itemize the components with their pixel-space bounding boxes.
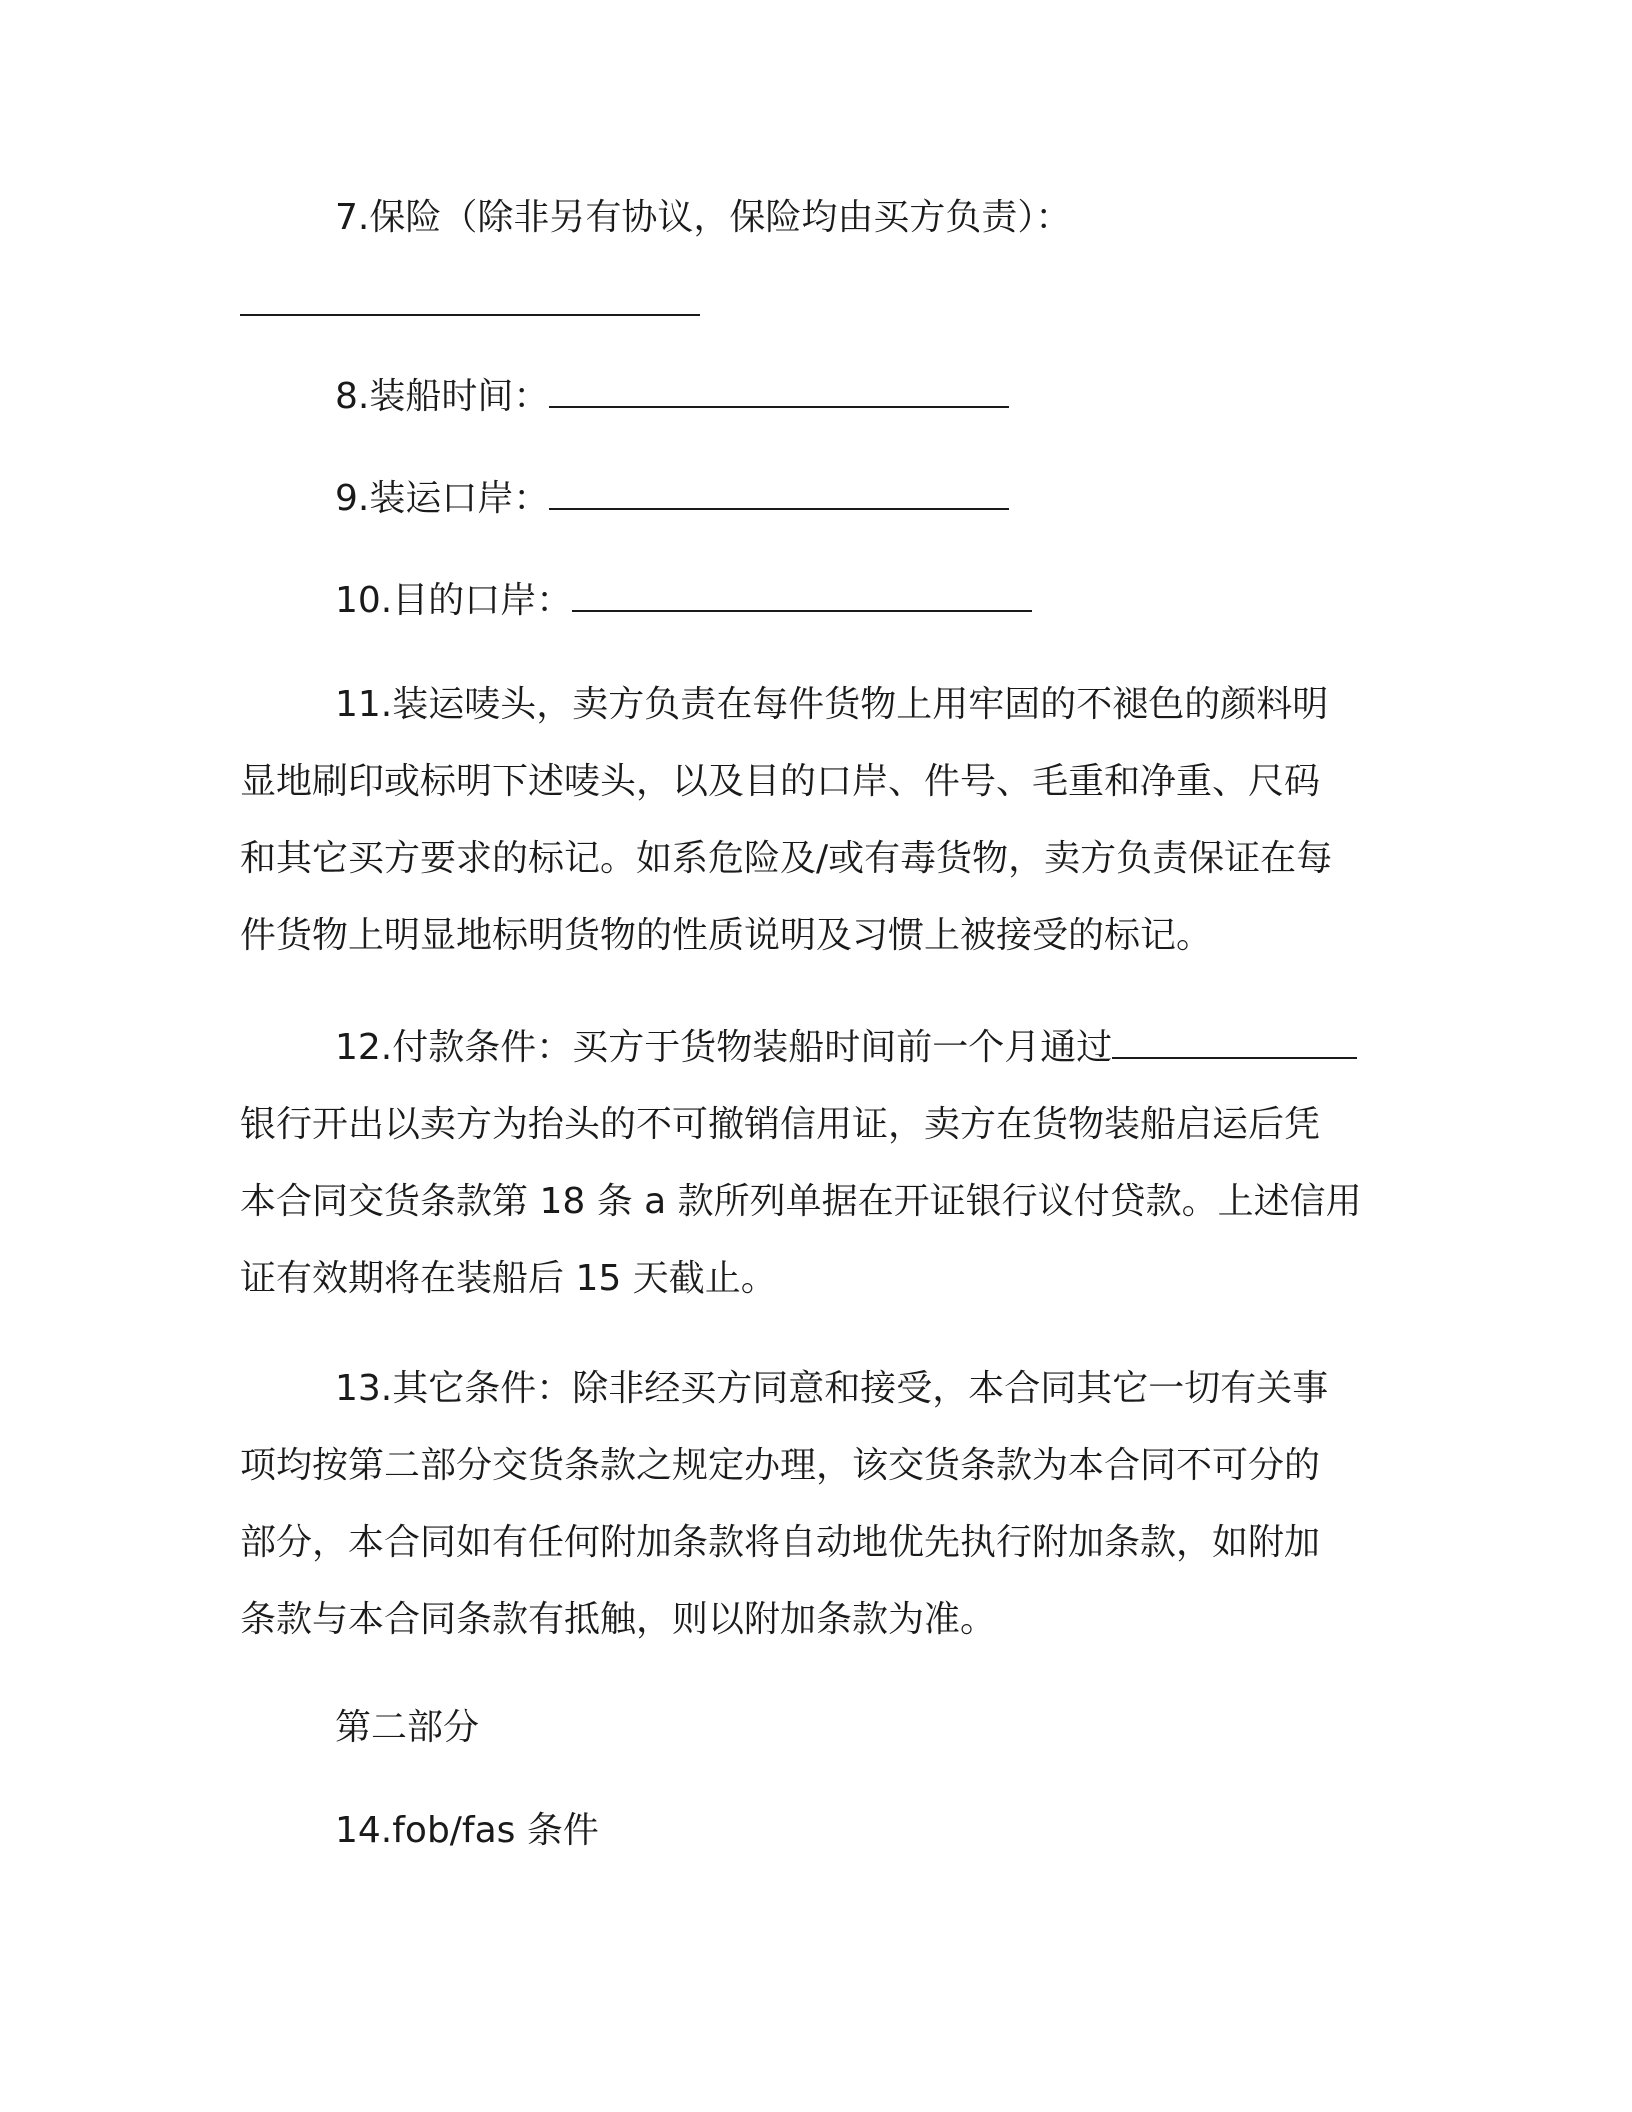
item-12-line-3: 本合同交货条款第 18 条 a 款所列单据在开证银行议付贷款。上述信用 <box>240 1181 1362 1222</box>
item-13-line-1: 13.其它条件：除非经买方同意和接受，本合同其它一切有关事 <box>335 1368 1329 1409</box>
item-11-line-3: 和其它买方要求的标记。如系危险及/或有毒货物，卖方负责保证在每 <box>240 838 1333 879</box>
item-10-label: 10.目的口岸： <box>335 580 573 621</box>
item-12-bank-blank[interactable] <box>1112 1027 1357 1059</box>
item-12-line-1 <box>240 1023 1495 1073</box>
item-12-lead: 12.付款条件：买方于货物装船时间前一个月通过 <box>335 1027 1113 1068</box>
item-7-blank-line <box>240 280 1400 330</box>
item-7-blank[interactable] <box>240 284 700 316</box>
part-2-heading: 第二部分 <box>335 1707 480 1748</box>
item-8-label: 8.装船时间： <box>335 376 550 417</box>
item-11-line-1: 11.装运唛头，卖方负责在每件货物上用牢固的不褪色的颜料明 <box>335 684 1329 725</box>
item-13-line-2: 项均按第二部分交货条款之规定办理，该交货条款为本合同不可分的 <box>240 1445 1321 1486</box>
item-8-blank[interactable] <box>549 376 1009 408</box>
item-11-line-4: 件货物上明显地标明货物的性质说明及习惯上被接受的标记。 <box>240 915 1213 956</box>
item-9-blank[interactable] <box>549 478 1009 510</box>
item-10-blank[interactable] <box>572 580 1032 612</box>
item-12-line-4: 证有效期将在装船后 15 天截止。 <box>240 1258 777 1299</box>
item-12-line-2: 银行开出以卖方为抬头的不可撤销信用证，卖方在货物装船启运后凭 <box>240 1104 1321 1145</box>
item-13-line-3: 部分，本合同如有任何附加条款将自动地优先执行附加条款，如附加 <box>240 1522 1321 1563</box>
item-13-line-4: 条款与本合同条款有抵触，则以附加条款为准。 <box>240 1599 997 1640</box>
item-8-row <box>240 372 1495 422</box>
item-11-line-2: 显地刷印或标明下述唛头，以及目的口岸、件号、毛重和净重、尺码 <box>240 761 1321 802</box>
item-7-label: 7.保险（除非另有协议，保险均由买方负责）： <box>335 197 1072 238</box>
item-9-row <box>240 474 1495 524</box>
item-14-label: 14.fob/fas 条件 <box>335 1810 599 1851</box>
item-9-label: 9.装运口岸： <box>335 478 550 519</box>
item-10-row <box>240 576 1495 626</box>
